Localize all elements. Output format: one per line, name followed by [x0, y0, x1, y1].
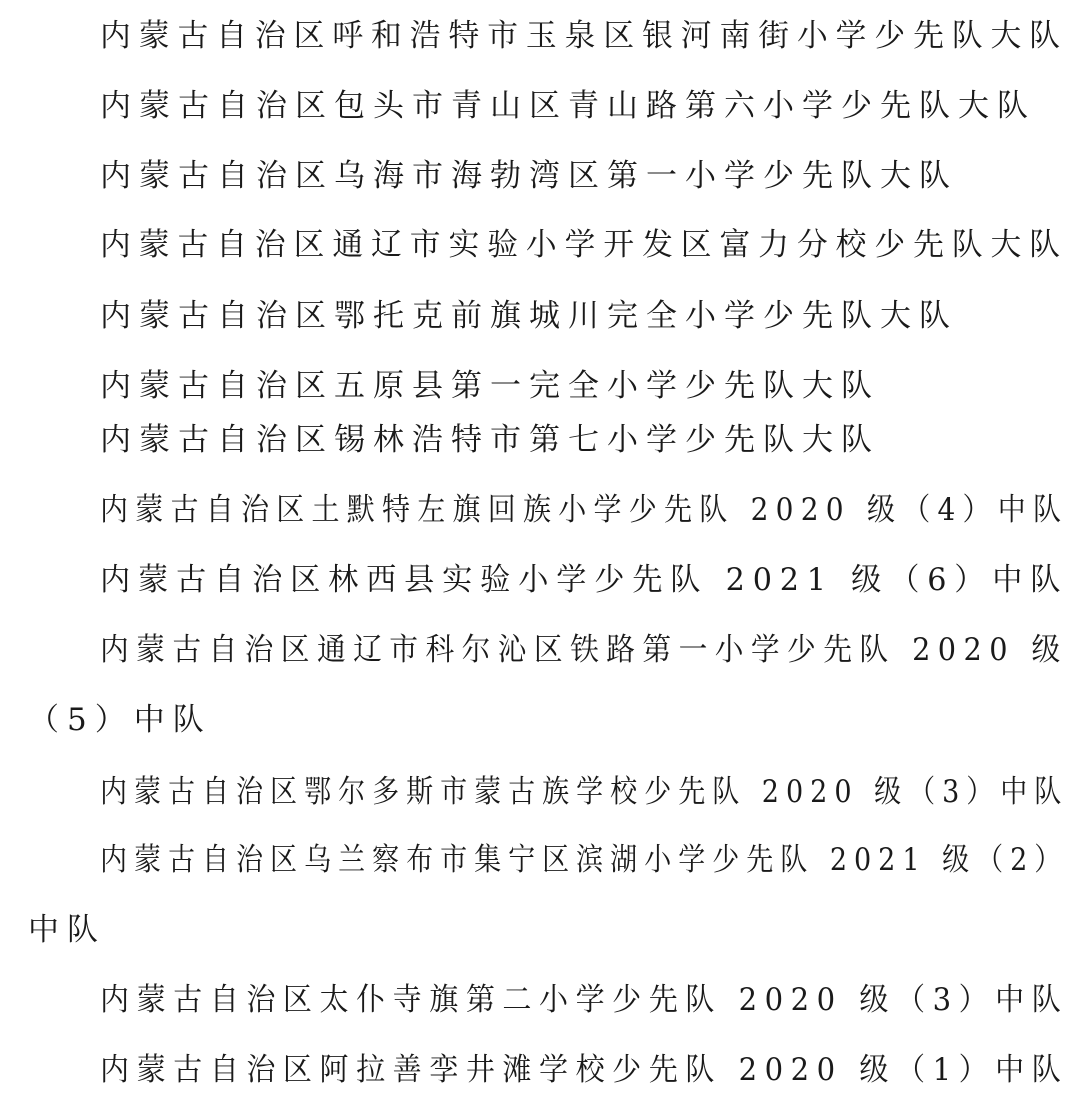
text-line: 内蒙古自治区包头市青山区青山路第六小学少先队大队	[100, 88, 1036, 124]
text-line: 内蒙古自治区阿拉善孪井滩学校少先队 2020 级（1）中队	[100, 1052, 1069, 1088]
text-line: 内蒙古自治区土默特左旗回族小学少先队 2020 级（4）中队	[100, 492, 1069, 528]
text-line: 内蒙古自治区鄂托克前旗城川完全小学少先队大队	[100, 298, 958, 334]
text-line: （5）中队	[28, 702, 212, 738]
text-line: 内蒙古自治区鄂尔多斯市蒙古族学校少先队 2020 级（3）中队	[100, 774, 1069, 810]
text-line: 内蒙古自治区林西县实验小学少先队 2021 级（6）中队	[100, 562, 1069, 598]
text-line: 内蒙古自治区通辽市科尔沁区铁路第一小学少先队 2020 级	[100, 632, 1068, 668]
text-line: 内蒙古自治区通辽市实验小学开发区富力分校少先队大队	[100, 227, 1068, 263]
text-line: 内蒙古自治区五原县第一完全小学少先队大队	[100, 368, 880, 404]
text-line: 内蒙古自治区太仆寺旗第二小学少先队 2020 级（3）中队	[100, 982, 1069, 1018]
text-line: 内蒙古自治区乌兰察布市集宁区滨湖小学少先队 2021 级（2）	[100, 842, 1069, 878]
text-line: 内蒙古自治区乌海市海勃湾区第一小学少先队大队	[100, 158, 958, 194]
text-line: 内蒙古自治区锡林浩特市第七小学少先队大队	[100, 422, 880, 458]
text-line: 中队	[28, 912, 106, 948]
text-line: 内蒙古自治区呼和浩特市玉泉区银河南街小学少先队大队	[100, 18, 1068, 54]
